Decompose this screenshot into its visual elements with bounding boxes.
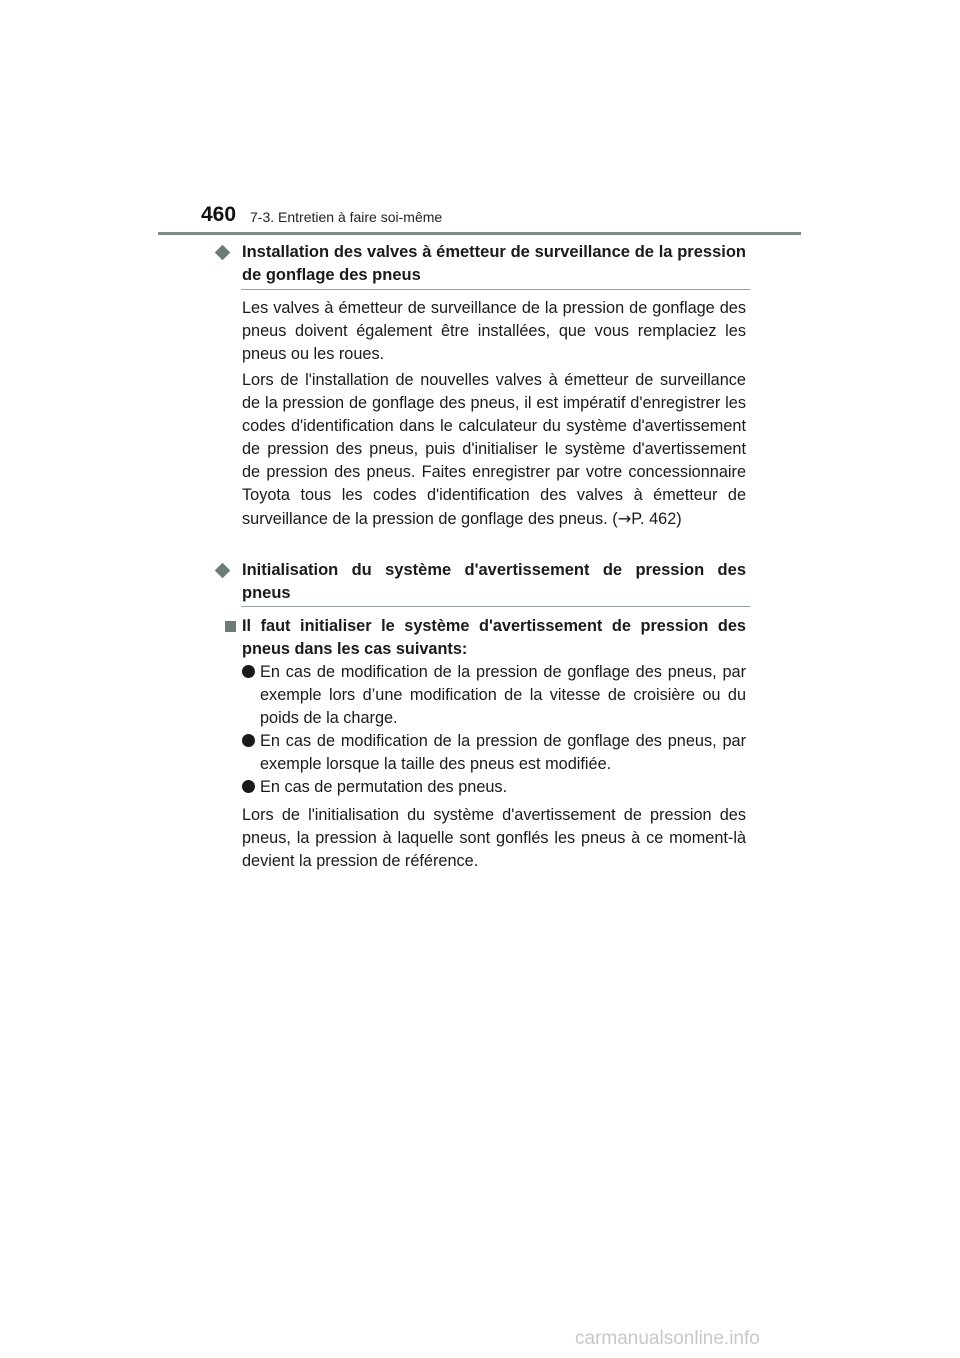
heading-initialisation [216, 559, 746, 605]
paragraph-installation-1: Les valves à émetteur de surveillance de la pression de gonflage des pneus doivent également être installées, que vous remplaciez les pneus ou les roues. [242, 299, 746, 363]
list-item [242, 776, 746, 799]
section-title: 7-3. Entretien à faire soi-même [250, 209, 443, 225]
square-icon [225, 621, 236, 632]
list-item-text: En cas de modification de la pression de gonflage des pneus, par exemple lorsque la taille des pneus est modifiée. [260, 732, 746, 773]
page-number: 460 [201, 203, 237, 226]
page-header [0, 0, 960, 240]
paragraph-installation-2 [242, 369, 746, 531]
subheading-cases [224, 615, 746, 661]
watermark: carmanualsonline.info [575, 1328, 760, 1349]
page-reference: (→P. 462) [612, 509, 682, 528]
subheading-cases-text: Il faut initialiser le système d'avertissement de pression des pneus dans les cas suivants: [242, 617, 746, 658]
list-item-text: En cas de modification de la pression de gonflage des pneus, par exemple lors d’une modification de la vitesse de croisière ou du poids de la charge. [260, 663, 746, 727]
list-item [242, 730, 746, 776]
heading-initialisation-text: Initialisation du système d'avertissement de pression des pneus [242, 561, 746, 602]
list-item-text: En cas de permutation des pneus. [260, 778, 508, 796]
heading-underline [241, 289, 750, 290]
bullet-dot-icon [242, 665, 255, 678]
diamond-icon [215, 563, 231, 579]
header-divider [158, 232, 801, 235]
paragraph-installation-2-text: Lors de l'installation de nouvelles valves à émetteur de surveillance de la pression de gonflage des pneus, il est impératif d'enregistrer les codes d'identification dans le calculateur du système d'avertissement de pression des pneus, puis d'initialiser le système d'avertissement de pression des pneus. Faites enregistrer par votre concessionnaire Toyota tous les codes d'identification des valves à émetteur de surveillance de la pression de gonflage des pneus. [242, 371, 746, 528]
bullet-dot-icon [242, 780, 255, 793]
bullet-dot-icon [242, 734, 255, 747]
arrow-right-icon: → [617, 509, 632, 528]
diamond-icon [215, 245, 231, 261]
list-item [242, 661, 746, 730]
heading-installation-text: Installation des valves à émetteur de surveillance de la pression de gonflage des pneus [242, 243, 746, 284]
heading-installation [216, 241, 746, 287]
heading-underline [241, 606, 750, 607]
paragraph-closing: Lors de l'initialisation du système d'avertissement de pression des pneus, la pression à laquelle sont gonflés les pneus à ce moment-là devient la pression de référence. [242, 806, 746, 870]
